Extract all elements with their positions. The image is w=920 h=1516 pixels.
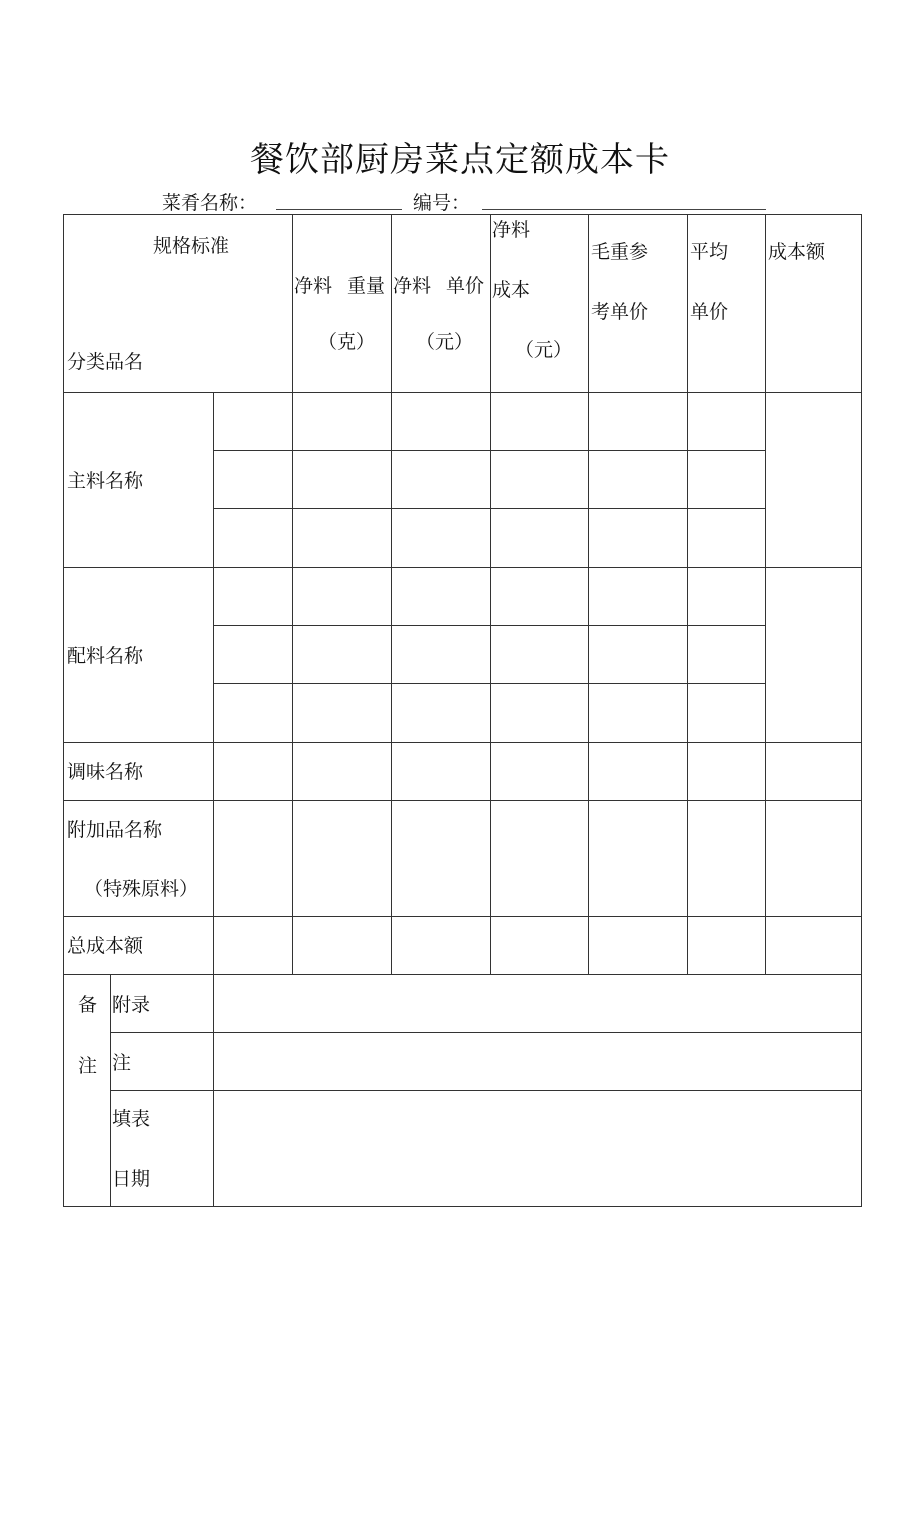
row-divider xyxy=(213,508,765,509)
avg-price-label-a: 平均 xyxy=(690,241,729,263)
cost-amount-label: 成本额 xyxy=(768,241,826,263)
row-divider xyxy=(64,392,861,393)
category-name-label: 分类品名 xyxy=(67,351,144,373)
row-divider xyxy=(110,1090,861,1091)
row-divider xyxy=(64,974,861,975)
row-divider xyxy=(213,625,765,626)
cost-card-table xyxy=(63,214,862,1207)
net-weight-unit: （克） xyxy=(318,331,376,353)
total-cost-label: 总成本额 xyxy=(67,935,144,957)
col-divider xyxy=(588,215,589,974)
col-divider xyxy=(490,215,491,974)
additional-sublabel: （特殊原料） xyxy=(84,878,199,900)
net-weight-label-a: 净料 xyxy=(294,275,333,297)
remarks-label-b: 注 xyxy=(78,1055,98,1077)
main-ingredient-label: 主料名称 xyxy=(67,470,144,492)
net-weight-label-b: 重量 xyxy=(347,275,386,297)
net-price-label-a: 净料 xyxy=(393,275,432,297)
spec-standard-label: 规格标准 xyxy=(153,235,230,257)
col-divider xyxy=(292,215,293,974)
row-divider xyxy=(64,916,861,917)
row-divider xyxy=(64,742,861,743)
number-field[interactable] xyxy=(482,209,766,210)
side-ingredient-label: 配料名称 xyxy=(67,645,144,667)
dish-name-field[interactable] xyxy=(276,209,402,210)
number-label: 编号： xyxy=(413,192,471,214)
fill-date-label-b: 日期 xyxy=(112,1168,151,1190)
row-divider xyxy=(64,800,861,801)
row-divider xyxy=(213,450,765,451)
col-divider xyxy=(110,974,111,1207)
additional-label: 附加品名称 xyxy=(67,819,163,841)
fill-date-label-a: 填表 xyxy=(112,1108,151,1130)
net-price-unit: （元） xyxy=(416,331,474,353)
note-label: 注 xyxy=(112,1052,132,1074)
appendix-label: 附录 xyxy=(112,994,151,1016)
dish-name-label: 菜肴名称： xyxy=(162,192,258,214)
col-divider xyxy=(765,215,766,974)
col-divider xyxy=(391,215,392,974)
net-cost-label-b: 成本 xyxy=(492,279,531,301)
gross-price-label-b: 考单价 xyxy=(591,301,649,323)
row-divider xyxy=(64,567,861,568)
avg-price-label-b: 单价 xyxy=(690,301,729,323)
col-divider xyxy=(213,974,214,1207)
net-cost-label-a: 净料 xyxy=(492,219,531,241)
seasoning-label: 调味名称 xyxy=(67,761,144,783)
row-divider xyxy=(110,1032,861,1033)
remarks-label-a: 备 xyxy=(78,994,98,1016)
net-cost-unit: （元） xyxy=(515,339,573,361)
net-price-label-b: 单价 xyxy=(446,275,485,297)
gross-price-label-a: 毛重参 xyxy=(591,241,649,263)
row-divider xyxy=(213,683,765,684)
col-divider xyxy=(213,392,214,974)
page-title: 餐饮部厨房菜点定额成本卡 xyxy=(250,140,670,180)
col-divider xyxy=(687,215,688,974)
